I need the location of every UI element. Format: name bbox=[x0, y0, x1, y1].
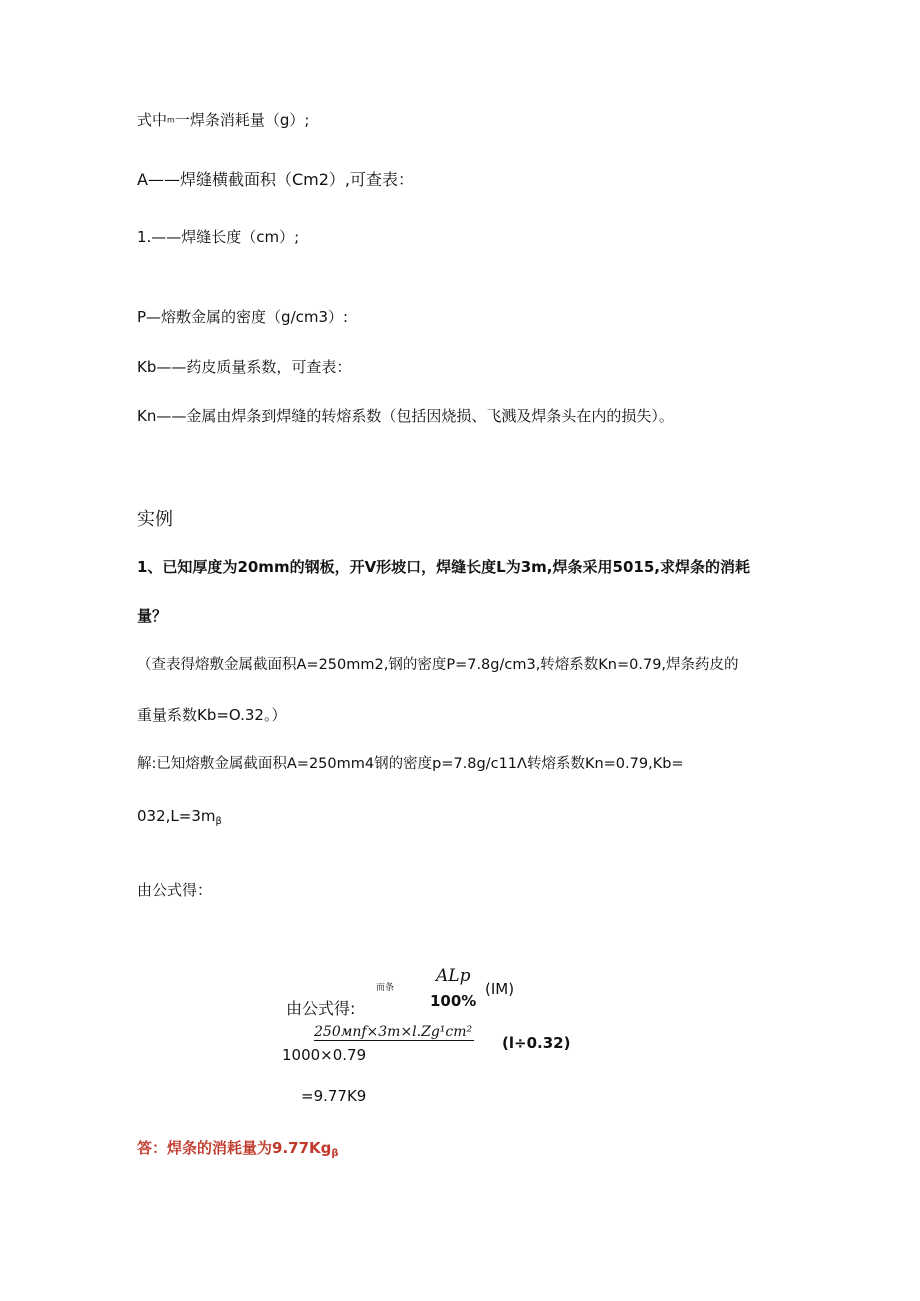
definition-line-5: Kb——药皮质量系数，可查表： bbox=[137, 358, 352, 376]
formula-top-italic: ALp bbox=[436, 966, 471, 986]
solution-line-2-sub: β bbox=[215, 816, 222, 827]
definition-line-1 bbox=[137, 110, 309, 131]
example-heading: 实例 bbox=[137, 509, 173, 530]
answer-sub: β bbox=[331, 1148, 339, 1159]
definition-line-3: 1.——焊缝长度（cm）; bbox=[137, 228, 300, 246]
example-note-line-1: （查表得熔敷金属截面积A=250mm2,钢的密度P=7.8g∕cm3,转熔系数Kn=0.79,焊条药皮的 bbox=[137, 657, 739, 673]
answer-main: 答：焊条的消耗量为9.77Kg bbox=[137, 1139, 332, 1157]
example-problem-line-2: 量？ bbox=[137, 607, 168, 625]
definition-text: 一焊条消耗量（g）; bbox=[174, 111, 310, 129]
definition-small-mark: m bbox=[167, 115, 175, 125]
definition-line-6: Kn——金属由焊条到焊缝的转熔系数（包括因烧损、飞溅及焊条头在内的损失）。 bbox=[137, 407, 674, 425]
example-problem-line-1: 1、已知厚度为20mm的钢板，开V形坡口，焊缝长度L为3m,焊条采用5015,求焊条的消耗 bbox=[137, 558, 750, 576]
example-solution-line-2 bbox=[137, 806, 222, 832]
formula-im: (IM) bbox=[485, 980, 515, 998]
formula-numerator: 250мnf×3m×l.Zg¹cm² bbox=[314, 1024, 473, 1040]
formula-label: 由公式得: bbox=[286, 999, 356, 1018]
example-formula-intro: 由公式得： bbox=[137, 881, 213, 899]
formula-small-left: 而条 bbox=[376, 983, 395, 993]
example-solution-line-1: 解:已知熔敷金属截面积A=250mm4钢的密度p=7.8g∕c11Λ转熔系数Kn=0.79,Kb= bbox=[137, 756, 684, 772]
definition-prefix: 式中 bbox=[137, 111, 168, 129]
formula-percent: 100% bbox=[430, 992, 477, 1010]
fraction-bar bbox=[314, 1040, 474, 1041]
formula-result: =9.77K9 bbox=[301, 1087, 367, 1105]
answer-line bbox=[137, 1138, 339, 1164]
definition-line-4: P—熔敷金属的密度（g/cm3）: bbox=[137, 308, 349, 326]
formula-denominator: 1000×0.79 bbox=[282, 1046, 367, 1064]
definition-line-2: A——焊缝横截面积（Cm2）,可查表： bbox=[137, 170, 414, 189]
example-note-line-2: 重量系数Kb=O.32。） bbox=[137, 706, 287, 724]
solution-line-2-main: 032,L=3m bbox=[137, 807, 216, 825]
formula-factor: (l÷0.32) bbox=[502, 1034, 571, 1052]
